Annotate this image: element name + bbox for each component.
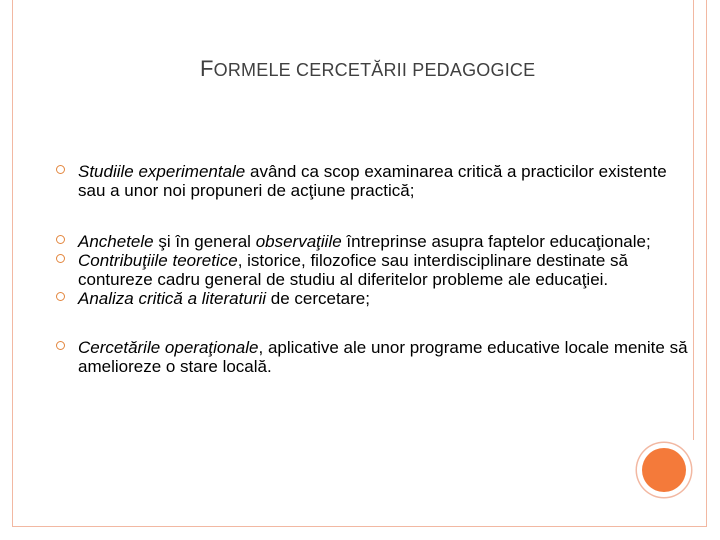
slide-title xyxy=(200,56,535,82)
title-rest: ORMELE CERCETĂRII PEDAGOGICE xyxy=(213,60,536,80)
bullet-text: întreprinse asupra faptelor educaţionale; xyxy=(341,232,651,251)
circle-bullet-icon xyxy=(56,254,65,263)
bullet-text: , istorice, filozofice sau interdisciplinare destinate să contureze cadru general de studiu al diferitelor probleme ale educaţiei. xyxy=(78,251,628,289)
bullet-italic: observaţiile xyxy=(255,232,342,251)
bullet-text: de cercetare; xyxy=(266,289,370,308)
bullet-italic: Studiile experimentale xyxy=(78,162,246,181)
list-item xyxy=(56,251,696,289)
circle-bullet-icon xyxy=(56,235,65,244)
title-first-letter: F xyxy=(200,56,214,81)
list-item xyxy=(56,338,696,376)
list-item xyxy=(56,162,696,200)
circle-bullet-icon xyxy=(56,341,65,350)
bullet-italic: Analiza critică a literaturii xyxy=(78,289,267,308)
bullet-italic: Contribuţiile teoretice xyxy=(78,251,238,270)
bullet-text: având ca scop examinarea critică a practicilor existente sau a unor noi propuneri de acţiune practică; xyxy=(78,162,667,200)
bullet-list xyxy=(56,162,696,376)
bullet-italic: Cercetările operaţionale xyxy=(78,338,259,357)
circle-bullet-icon xyxy=(56,165,65,174)
bullet-text: , aplicative ale unor programe educative locale menite să amelioreze o stare locală. xyxy=(78,338,688,376)
bullet-text: şi în general xyxy=(153,232,256,251)
list-item xyxy=(56,232,696,251)
bullet-italic: Anchetele xyxy=(78,232,154,251)
list-item xyxy=(56,289,696,308)
orange-circle-icon xyxy=(642,448,686,492)
circle-bullet-icon xyxy=(56,292,65,301)
